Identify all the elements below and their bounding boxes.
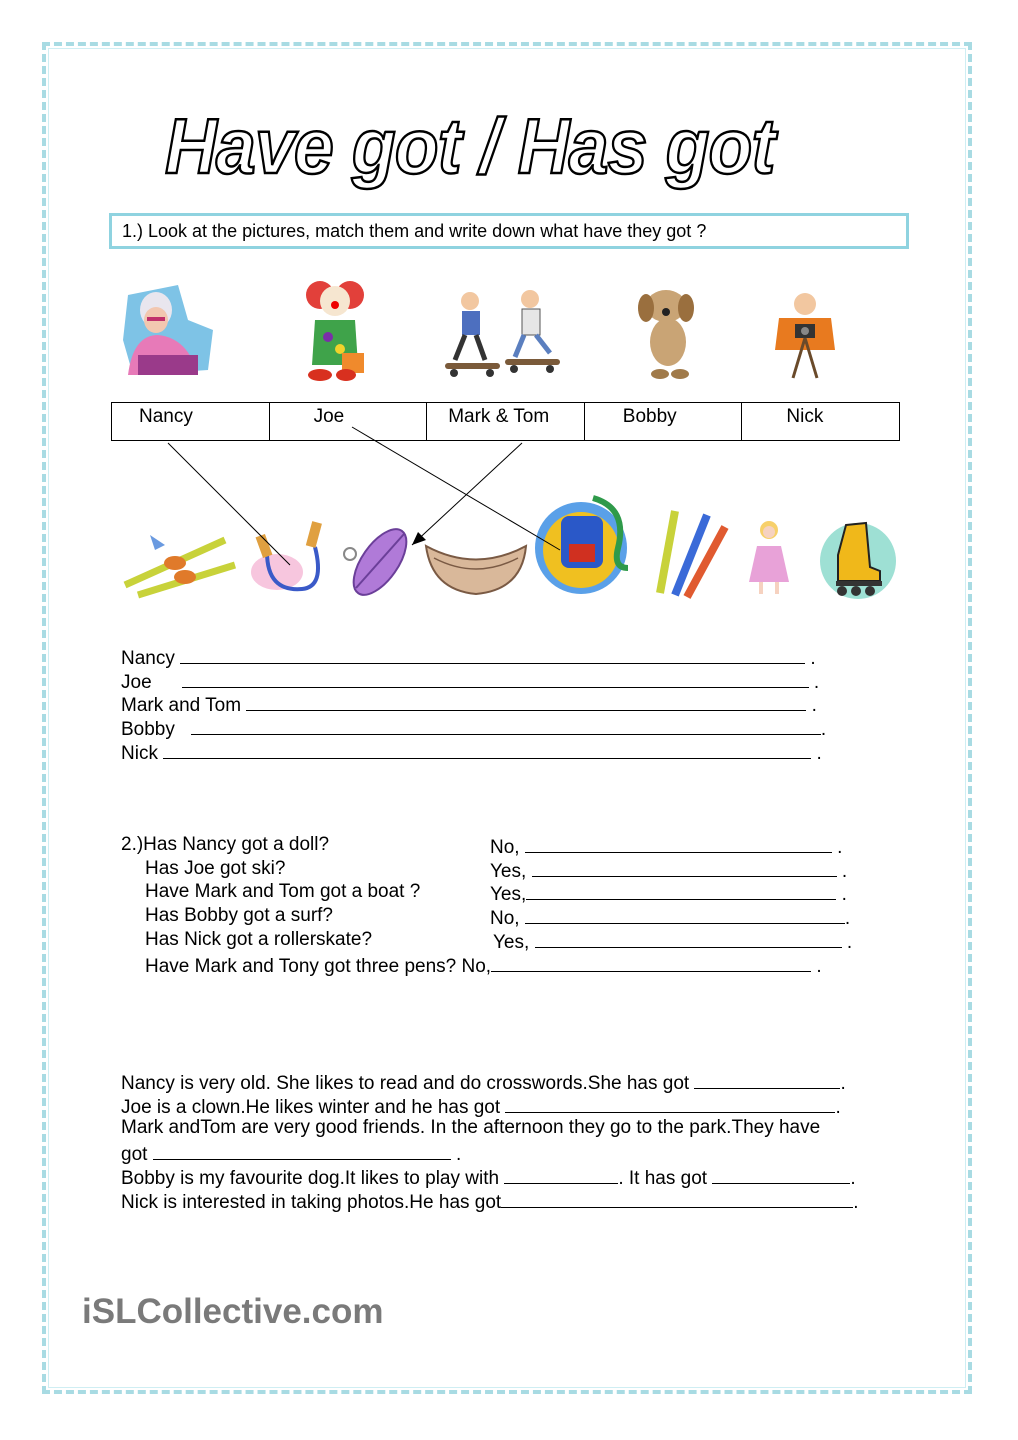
exercise2-question: Has Bobby got a surf? <box>145 905 333 926</box>
name-label: Joe <box>313 406 345 427</box>
exercise3-joe: Joe is a clown.He likes winter and he has got . <box>121 1094 841 1119</box>
exercise2-question: Have Mark and Tony got three pens? No, . <box>145 953 822 978</box>
exercise2-answer: Yes, . <box>490 881 847 906</box>
answer-blank[interactable] <box>501 1189 853 1208</box>
answer-blank[interactable] <box>525 834 832 853</box>
exercise1-row-mark-tom: Mark and Tom . <box>121 692 817 717</box>
exercise2-answer: Yes, . <box>490 858 847 883</box>
name-label: Bobby <box>622 406 677 427</box>
exercise2-question: Has Joe got ski? <box>145 858 286 879</box>
names-table <box>111 402 900 441</box>
name-cell-joe <box>270 403 428 440</box>
answer-blank[interactable] <box>535 929 842 948</box>
exercise3-bobby: Bobby is my favourite dog.It likes to play with . It has got . <box>121 1165 856 1190</box>
surfboard-picture <box>338 520 418 600</box>
answer-blank[interactable] <box>525 905 845 924</box>
photographer-picture <box>765 288 845 380</box>
answer-blank[interactable] <box>180 645 805 664</box>
answer-blank[interactable] <box>491 953 811 972</box>
clown-picture <box>300 275 370 385</box>
exercise3-nancy: Nancy is very old. She likes to read and do crosswords.She has got . <box>121 1070 846 1095</box>
skipping-rope-picture <box>247 517 332 597</box>
answer-blank[interactable] <box>505 1094 835 1113</box>
instruction-box <box>109 213 909 249</box>
answer-blank[interactable] <box>153 1141 451 1160</box>
bone-picture <box>533 488 633 598</box>
exercise2-answer: Yes, . <box>493 929 852 954</box>
doll-picture <box>745 518 795 598</box>
answer-blank[interactable] <box>526 881 836 900</box>
grandmother-picture <box>118 280 218 380</box>
exercise1-row-nick: Nick . <box>121 740 822 765</box>
answer-blank[interactable] <box>191 716 821 735</box>
exercise2-question: Has Nick got a rollerskate? <box>145 929 373 950</box>
name-cell-mark-tom <box>427 403 585 440</box>
rollerskate-picture <box>818 515 898 600</box>
exercise2-question: 2.)Has Nancy got a doll? <box>121 834 330 855</box>
skis-picture <box>120 525 240 600</box>
worksheet-title: Have got / Has got <box>165 102 775 190</box>
boat-picture <box>422 538 530 598</box>
exercise3-nick: Nick is interested in taking photos.He has got . <box>121 1189 859 1214</box>
pens-picture <box>645 505 730 600</box>
exercise3-mark-tom: Mark andTom are very good friends. In the afternoon they go to the park.They have <box>121 1117 821 1138</box>
name-label: Nancy <box>139 406 193 427</box>
dog-picture <box>632 282 704 382</box>
watermark-logo: iSLCollective.com <box>82 1292 384 1331</box>
name-cell-bobby <box>585 403 743 440</box>
exercise3-mark-tom-cont: got . <box>121 1141 461 1166</box>
answer-blank[interactable] <box>504 1165 618 1184</box>
answer-blank[interactable] <box>712 1165 850 1184</box>
exercise2-answer: No, . <box>490 905 850 930</box>
exercise2-answer: No, . <box>490 834 842 859</box>
answer-blank[interactable] <box>532 858 837 877</box>
name-label: Nick <box>786 406 824 427</box>
name-cell-nick <box>742 403 899 440</box>
name-label: Mark & Tom <box>448 406 550 427</box>
exercise1-row-nancy: Nancy . <box>121 645 816 670</box>
instruction-text: 1.) Look at the pictures, match them and write down what have they got ? <box>122 221 707 241</box>
exercise2-question: Have Mark and Tom got a boat ? <box>145 881 421 902</box>
answer-blank[interactable] <box>163 740 811 759</box>
skateboarders-picture <box>440 285 565 380</box>
answer-blank[interactable] <box>182 669 809 688</box>
name-cell-nancy <box>112 403 270 440</box>
answer-blank[interactable] <box>694 1070 840 1089</box>
answer-blank[interactable] <box>246 692 806 711</box>
exercise1-row-bobby: Bobby . <box>121 716 826 741</box>
exercise1-row-joe: Joe . <box>121 669 819 694</box>
